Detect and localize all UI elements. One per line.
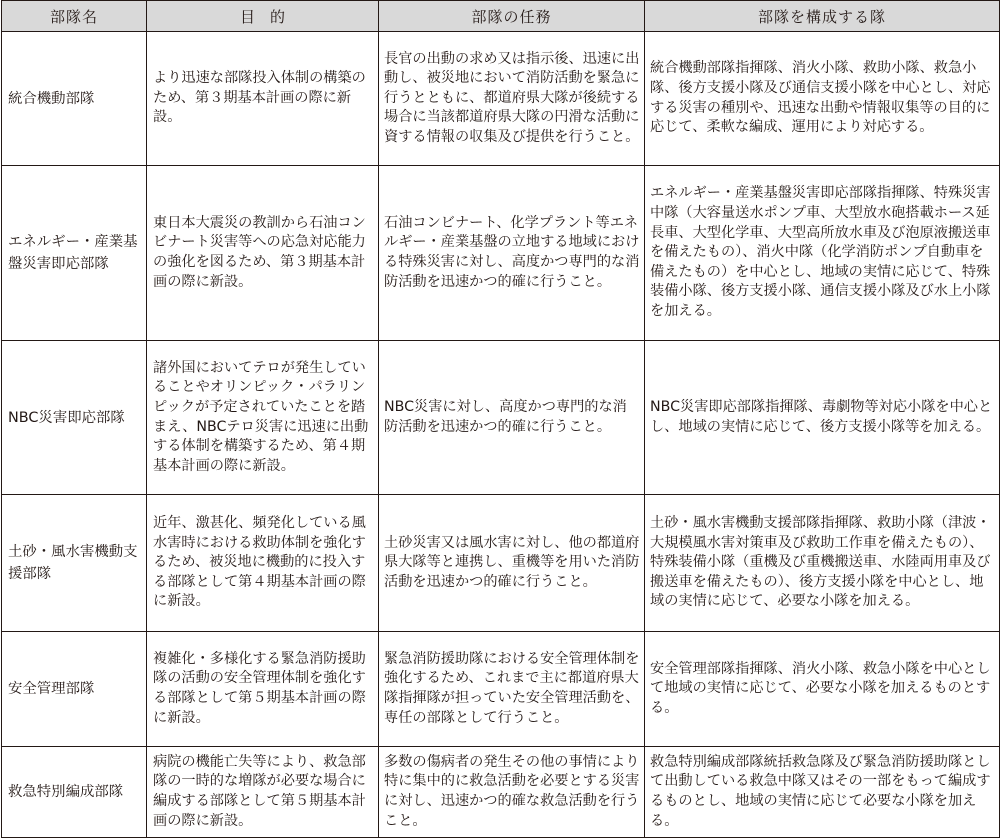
table-body bbox=[2, 32, 1000, 838]
unit-name-cell: 安全管理部隊 bbox=[2, 632, 147, 747]
header-composition: 部隊を構成する隊 bbox=[645, 1, 1000, 32]
table-header bbox=[2, 1, 1000, 32]
mission-cell: 多数の傷病者の発生その他の事情により特に集中的に救急活動を必要とする災害に対し、迅速かつ的確な救急活動を行うこと。 bbox=[379, 747, 645, 838]
composition-cell: エネルギー・産業基盤災害即応部隊指揮隊、特殊災害中隊（大容量送水ポンプ車、大型放水砲搭載ホース延長車、大型化学車、大型高所放水車及び泡原液搬送車を備えたもの）、消火中隊（化学消防ポンプ自動車を備えたもの）を中心とし、地域の実情に応じて、特殊装備小隊、後方支援小隊、通信支援小隊及び水上小隊を加える。 bbox=[645, 166, 1000, 341]
purpose-cell: より迅速な部隊投入体制の構築のため、第３期基本計画の際に新設。 bbox=[147, 32, 379, 166]
unit-name-cell: 救急特別編成部隊 bbox=[2, 747, 147, 838]
purpose-cell: 複雑化・多様化する緊急消防援助隊の活動の安全管理体制を強化する部隊として第５期基本計画の際に新設。 bbox=[147, 632, 379, 747]
unit-name-cell: 土砂・風水害機動支援部隊 bbox=[2, 495, 147, 632]
composition-cell: NBC災害即応部隊指揮隊、毒劇物等対応小隊を中心とし、地域の実情に応じて、後方支援小隊等を加える。 bbox=[645, 341, 1000, 495]
mission-cell: 緊急消防援助隊における安全管理体制を強化するため、これまで主に都道府県大隊指揮隊が担っていた安全管理活動を、専任の部隊として行うこと。 bbox=[379, 632, 645, 747]
table-row bbox=[2, 32, 1000, 166]
composition-cell: 土砂・風水害機動支援部隊指揮隊、救助小隊（津波・大規模風水害対策車及び救助工作車を備えたもの）、特殊装備小隊（重機及び重機搬送車、水陸両用車及び搬送車を備えたもの）、後方支援小隊を中心とし、地域の実情に応じて、必要な小隊を加える。 bbox=[645, 495, 1000, 632]
table-row bbox=[2, 495, 1000, 632]
purpose-cell: 諸外国においてテロが発生していることやオリンピック・パラリンピックが予定されていたことを踏まえ、NBCテロ災害に迅速に出動する体制を構築するため、第４期基本計画の際に新設。 bbox=[147, 341, 379, 495]
mission-cell: 土砂災害又は風水害に対し、他の都道府県大隊等と連携し、重機等を用いた消防活動を迅速かつ的確に行うこと。 bbox=[379, 495, 645, 632]
unit-name-cell: NBC災害即応部隊 bbox=[2, 341, 147, 495]
header-row bbox=[2, 1, 1000, 32]
mission-cell: 長官の出動の求め又は指示後、迅速に出動し、被災地において消防活動を緊急に行うとともに、都道府県大隊が後続する場合に当該都道府県大隊の円滑な活動に資する情報の収集及び提供を行うこと。 bbox=[379, 32, 645, 166]
table-row bbox=[2, 632, 1000, 747]
unit-name-cell: エネルギー・産業基盤災害即応部隊 bbox=[2, 166, 147, 341]
purpose-cell: 病院の機能亡失等により、救急部隊の一時的な増隊が必要な場合に編成する部隊として第５期基本計画の際に新設。 bbox=[147, 747, 379, 838]
mission-cell: NBC災害に対し、高度かつ専門的な消防活動を迅速かつ的確に行うこと。 bbox=[379, 341, 645, 495]
table-row bbox=[2, 166, 1000, 341]
header-mission: 部隊の任務 bbox=[379, 1, 645, 32]
unit-name-cell: 統合機動部隊 bbox=[2, 32, 147, 166]
composition-cell: 安全管理部隊指揮隊、消火小隊、救急小隊を中心として地域の実情に応じて、必要な小隊を加えるものとする。 bbox=[645, 632, 1000, 747]
purpose-cell: 東日本大震災の教訓から石油コンビナート災害等への応急対応能力の強化を図るため、第３期基本計画の際に新設。 bbox=[147, 166, 379, 341]
purpose-cell: 近年、激甚化、頻発化している風水害時における救助体制を強化するため、被災地に機動的に投入する部隊として第４期基本計画の際に新設。 bbox=[147, 495, 379, 632]
composition-cell: 統合機動部隊指揮隊、消火小隊、救助小隊、救急小隊、後方支援小隊及び通信支援小隊を中心とし、対応する災害の種別や、迅速な出動や情報収集等の目的に応じて、柔軟な編成、運用により対応する。 bbox=[645, 32, 1000, 166]
table-row bbox=[2, 747, 1000, 838]
header-unit-name: 部隊名 bbox=[2, 1, 147, 32]
unit-table bbox=[1, 0, 1000, 838]
composition-cell: 救急特別編成部隊統括救急隊及び緊急消防援助隊として出動している救急中隊又はその一部をもって編成するものとし、地域の実情に応じて必要な小隊を加える。 bbox=[645, 747, 1000, 838]
header-purpose: 目 的 bbox=[147, 1, 379, 32]
mission-cell: 石油コンビナート、化学プラント等エネルギー・産業基盤の立地する地域における特殊災害に対し、高度かつ専門的な消防活動を迅速かつ的確に行うこと。 bbox=[379, 166, 645, 341]
table-row bbox=[2, 341, 1000, 495]
